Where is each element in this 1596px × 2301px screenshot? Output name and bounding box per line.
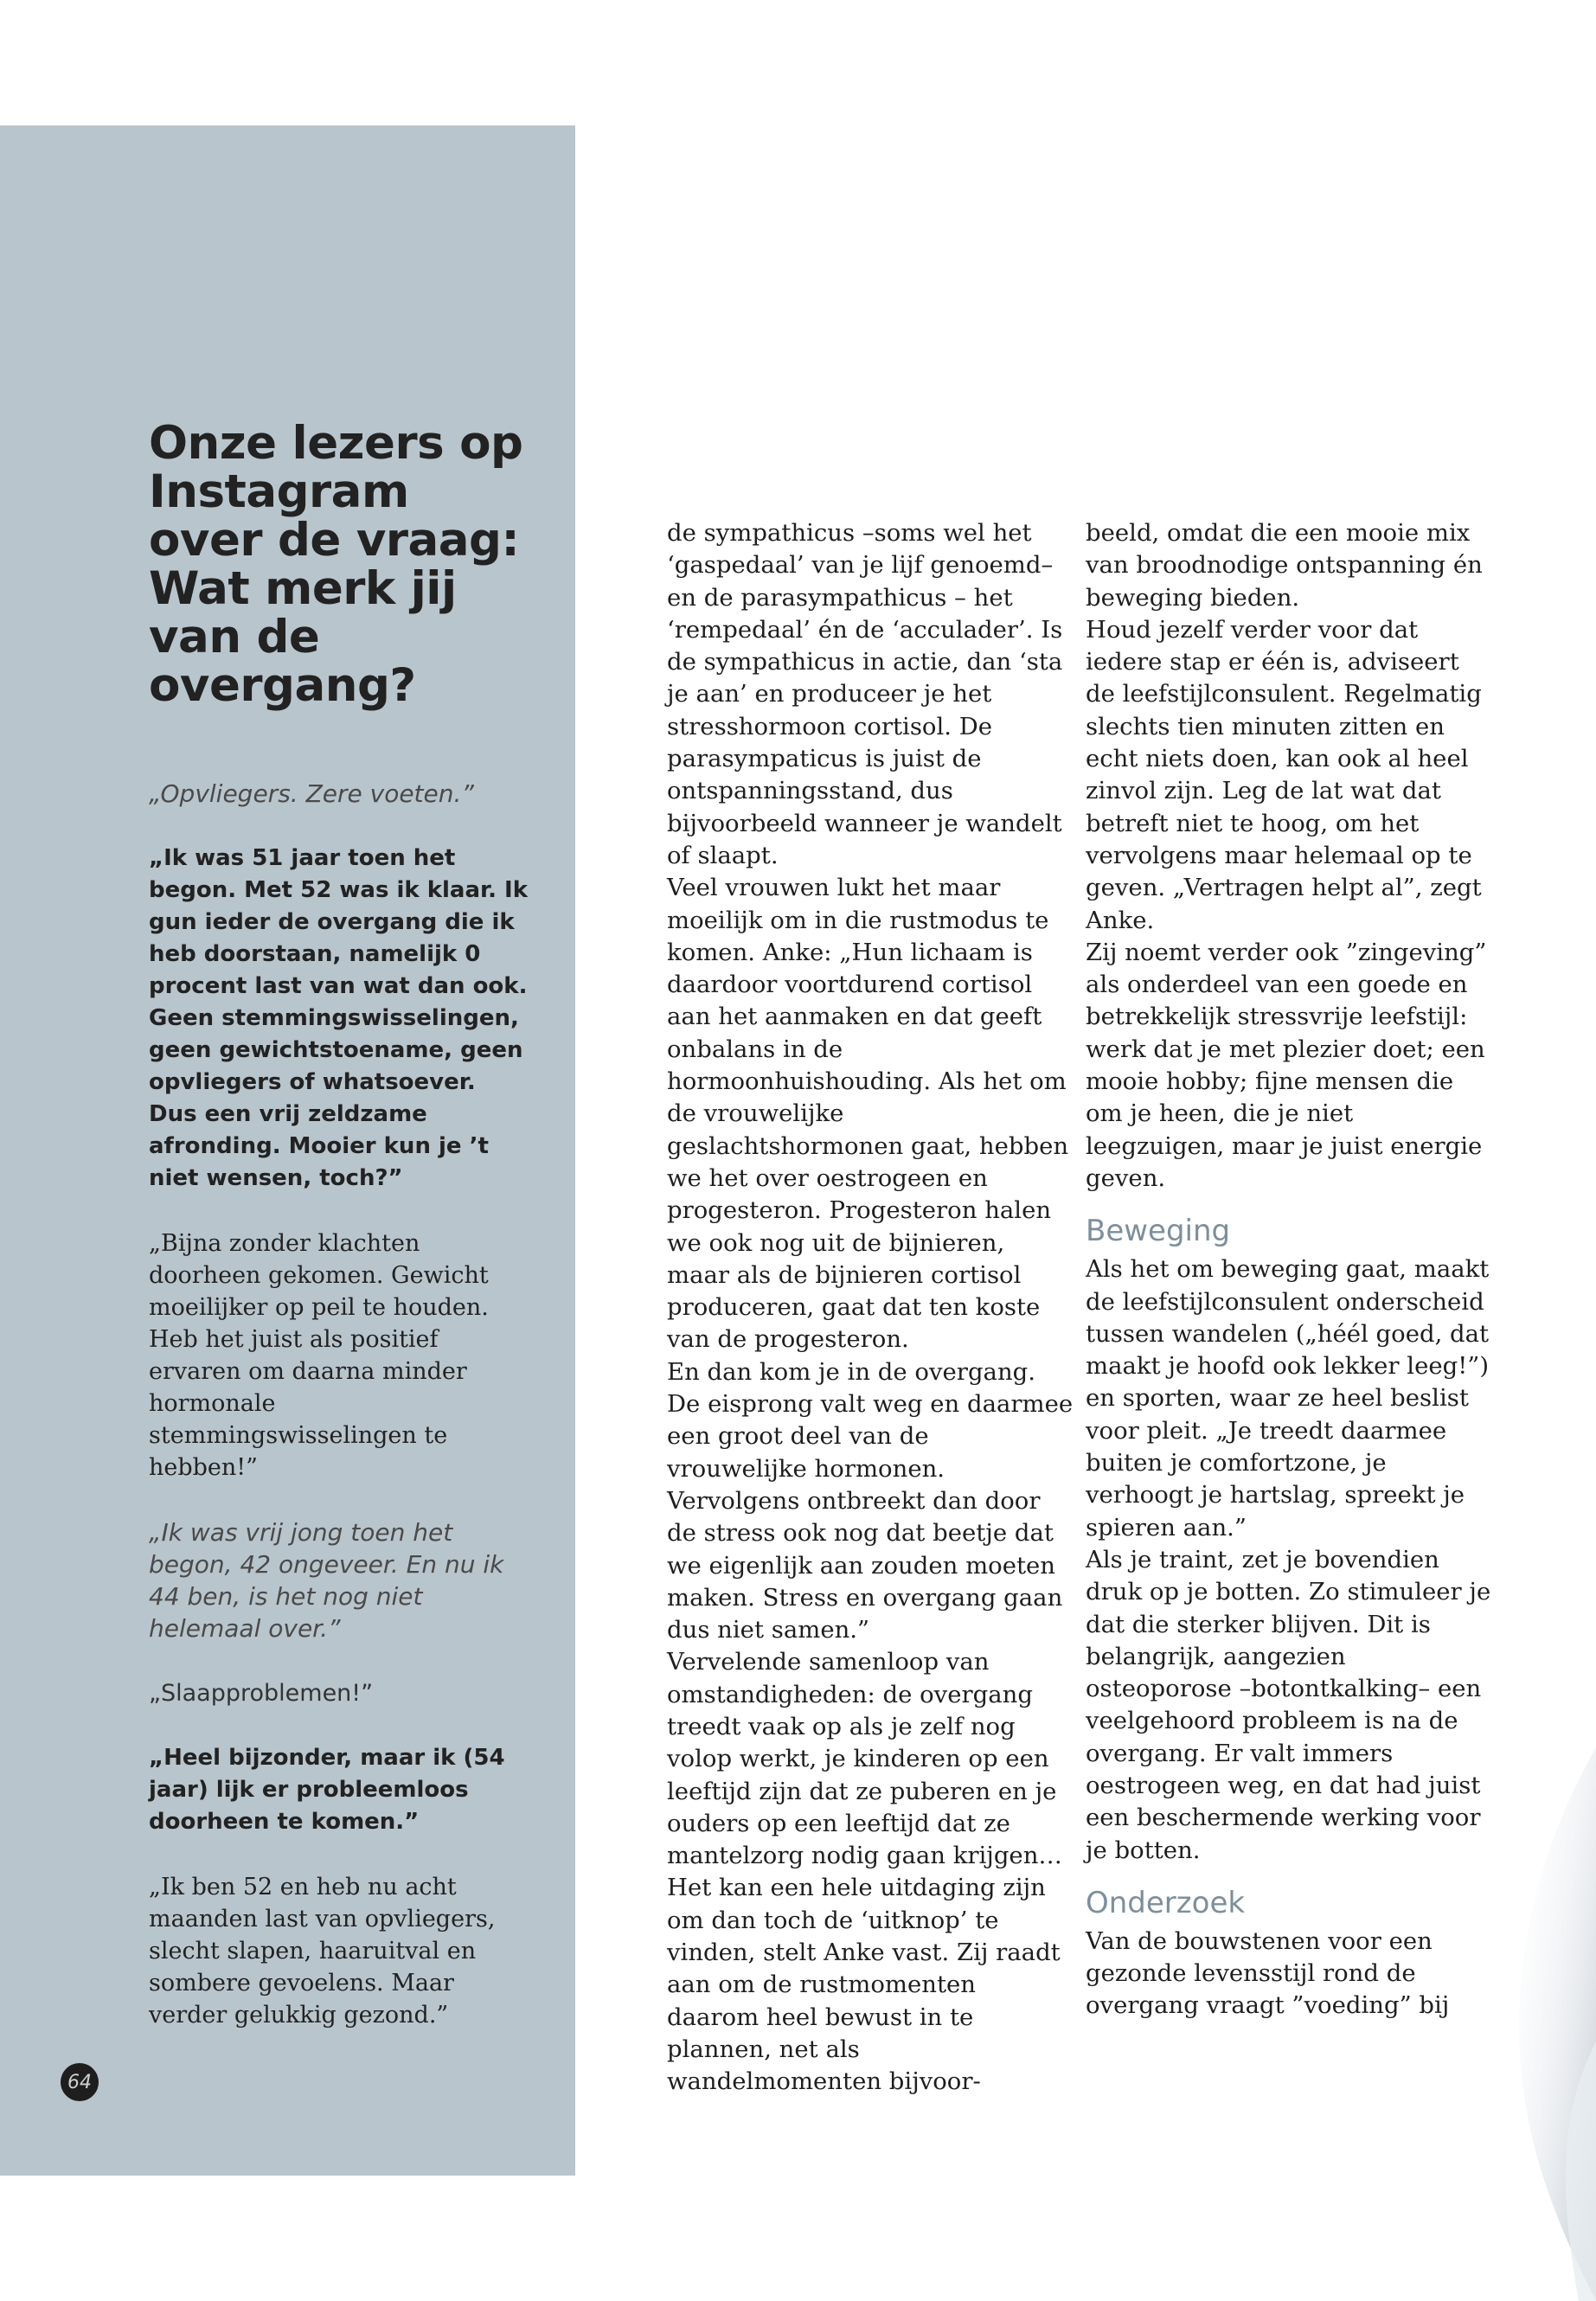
paragraph: Veel vrouwen lukt het maar moeilijk om in die rustmodus te komen. Anke: „Hun lichaam is daardoor voortdurend cortisol aan het aanmaken en dat geeft onbalans in de hormoonhuishouding. Als het om de vrouwelijke geslachtshormonen gaat, hebben we het over oestrogeen en progesteron. Progesteron halen we ook nog uit de bijnieren, maar als de bijnieren cortisol produceren, gaat dat ten koste van de progesteron.: [667, 874, 1069, 1354]
quote-4: „Ik was vrij jong toen het begon, 42 ongeveer. En nu ik 44 ben, is het nog niet helemaal over.”: [149, 1518, 504, 1643]
quote-3: „Bijna zonder klachten doorheen gekomen. Gewicht moeilijker op peil te houden. Heb het juist als positief ervaren om daarna minder hormonale stemmingswisselingen te hebben!”: [149, 1230, 489, 1481]
paragraph: Zij noemt verder ook ”zingeving” als onderdeel van een goede en betrekkelijk stressvrije leefstijl: werk dat je met plezier doet; een mooie hobby; fijne mensen die om je heen, die je niet leegzuigen, maar je juist energie geven.: [1086, 938, 1487, 1192]
sidebar-title: Onze lezers op Instagram over de vraag: Wat merk jij van de overgang?: [149, 417, 523, 712]
subhead-onderzoek: Onderzoek: [1086, 1885, 1246, 1920]
quote-1: „Opvliegers. Zere voeten.”: [149, 779, 474, 808]
paragraph: Als je traint, zet je bovendien druk op je botten. Zo stimuleer je dat die sterker blijven. Dit is belangrijk, aangezien osteoporose –botontkalking– een veelgehoord probleem is na de overgang. Er valt immers oestrogeen weg, en dat had juist een beschermende werking voor je botten.: [1086, 1545, 1491, 1864]
sidebar-panel: [0, 125, 575, 2176]
subhead-beweging: Beweging: [1086, 1214, 1231, 1249]
paragraph: Als het om beweging gaat, maakt de leefstijlconsulent onderscheid tussen wandelen („héél goed, dat maakt je hoofd ook lekker leeg!”) en sporten, waar ze heel beslist voor pleit. „Je treedt daarmee buiten je comfortzone, je verhoogt je hartslag, spreekt je spieren aan.”: [1086, 1255, 1490, 1541]
article-column-2: [667, 517, 1074, 2099]
quote-7: „Ik ben 52 en heb nu acht maanden last van opvliegers, slecht slapen, haaruitval en sombere gevoelens. Maar verder gelukkig gezond.”: [149, 1874, 496, 2029]
quote-6: „Heel bijzonder, maar ik (54 jaar) lijk er probleemloos doorheen te komen.”: [149, 1745, 505, 1835]
quote-2: „Ik was 51 jaar toen het begon. Met 52 was ik klaar. Ik gun ieder de overgang die ik heb doorstaan, namelijk 0 procent last van wat dan ook. Geen stemmingswisselingen, geen gewichtstoename, geen opvliegers of whatsoever. Dus een vrij zeldzame afronding. Mooier kun je ’t niet wensen, toch?”: [149, 845, 529, 1191]
paragraph: beeld, omdat die een mooie mix van broodnodige ontspanning én beweging bieden.: [1086, 519, 1483, 612]
page-number-badge: 64: [61, 2063, 99, 2101]
paragraph: En dan kom je in de overgang. De eisprong valt weg en daarmee een groot deel van de vrouwelijke hormonen. Vervolgens ontbreekt dan door de stress ook nog dat beetje dat we eigenlijk aan zouden moeten maken. Stress en overgang gaan dus niet samen.”: [667, 1357, 1074, 1644]
paragraph: Van de bouwstenen voor een gezonde levensstijl rond de overgang vraagt ”voeding” bij: [1086, 1926, 1450, 2020]
quote-5: „Slaapproblemen!”: [149, 1680, 374, 1707]
paragraph: Vervelende samenloop van omstandigheden: de overgang treedt vaak op als je zelf nog volop werkt, je kinderen op een leeftijd zijn dat ze puberen en je ouders op een leeftijd dat ze mantelzorg nodig gaan krijgen… Het kan een hele uitdaging zijn om dan toch de ‘uitknop’ te vinden, stelt Anke vast. Zij raadt aan om de rustmomenten daarom heel bewust in te plannen, net als wandelmomenten bijvoor-: [667, 1648, 1062, 2096]
reader-quotes: [149, 417, 529, 2064]
paragraph: de sympathicus –soms wel het ‘gaspedaal’ van je lijf genoemd– en de parasympathicus – het ‘rempedaal’ én de ‘acculader’. Is de sympathicus in actie, dan ‘sta je aan’ en produceer je het stresshormoon cortisol. De parasympaticus is juist de ontspanningsstand, dus bijvoorbeeld wanneer je wandelt of slaapt.: [667, 519, 1063, 869]
article-column-3: [1086, 517, 1492, 2022]
paragraph: Houd jezelf verder voor dat iedere stap er één is, adviseert de leefstijlconsulent. Regelmatig slechts tien minuten zitten en echt niets doen, kan ook al heel zinvol zijn. Leg de lat wat dat betreft niet te hoog, om het vervolgens maar helemaal op te geven. „Vertragen helpt al”, zegt Anke.: [1086, 615, 1482, 934]
